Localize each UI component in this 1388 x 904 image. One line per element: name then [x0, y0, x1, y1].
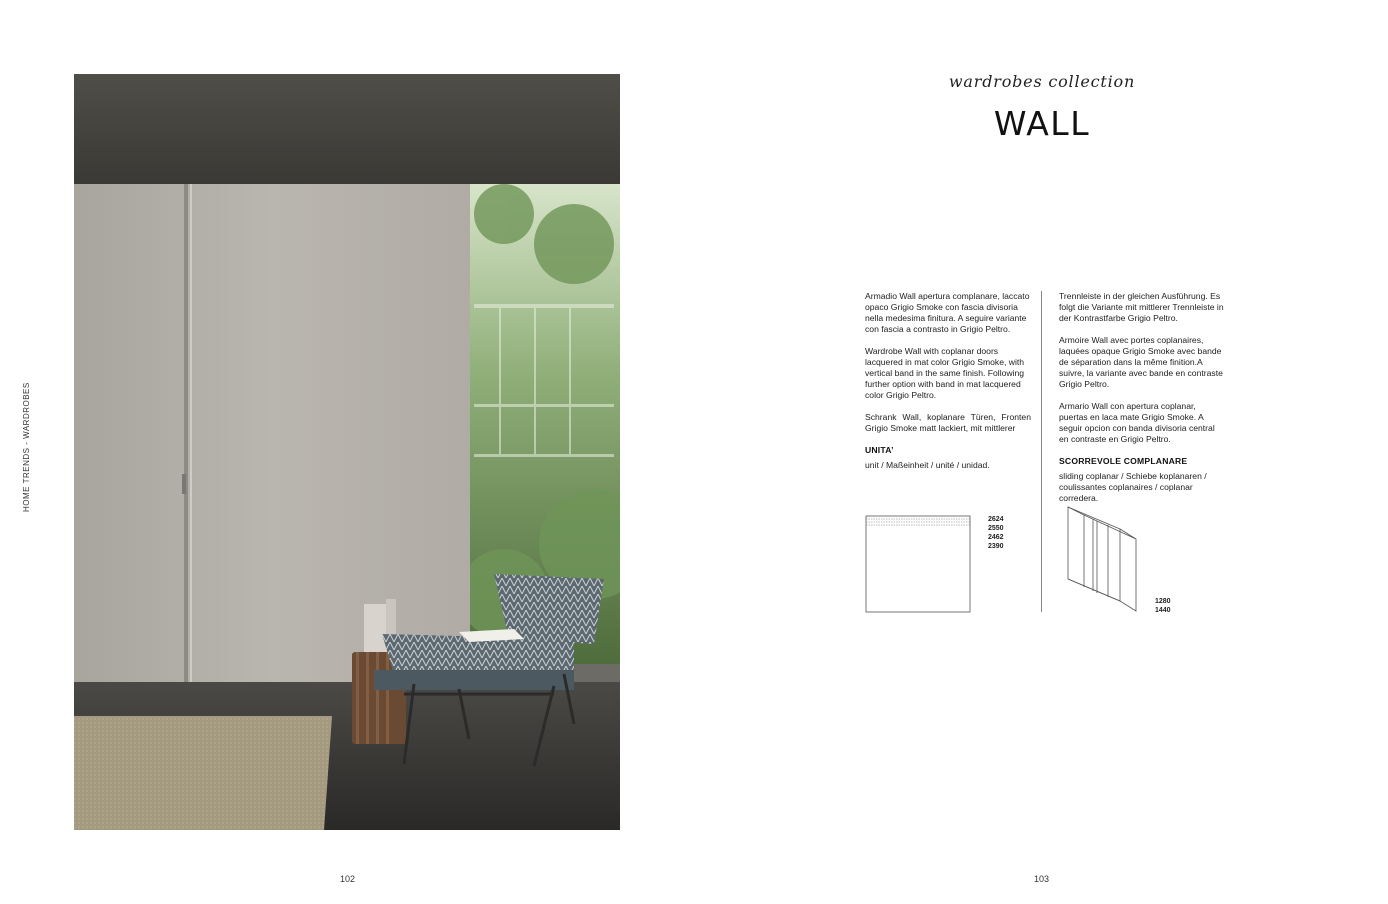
description-italian: Armadio Wall apertura complanare, laccato opaco Grigio Smoke con fascia divisoria nella medesima finitura. A seguire variante con fascia a contrasto in Grigio Peltro.: [865, 291, 1030, 334]
sliding-dimension: 1440: [1155, 607, 1171, 614]
page-number-left: 102: [340, 874, 356, 884]
description-column-2: [1059, 291, 1225, 515]
unit-spec-heading: UNITA’: [865, 445, 894, 455]
product-title: WALL: [993, 104, 1091, 143]
collection-subtitle: wardrobes collection: [948, 72, 1136, 91]
sliding-spec-heading: SCORREVOLE COMPLANARE: [1059, 456, 1188, 466]
unit-dimension: 2550: [988, 525, 1004, 532]
unit-spec-subtext: unit / Maßeinheit / unité / unidad.: [865, 460, 990, 470]
page-number-right: 103: [1034, 874, 1050, 884]
unit-dimension: 2390: [988, 543, 1004, 550]
unit-dimension: 2462: [988, 534, 1004, 541]
sliding-spec: [1059, 456, 1225, 504]
sliding-spec-subtext: sliding coplanar / Schiebe koplanaren / coulissantes coplanaires / coplanar corredera.: [1059, 471, 1207, 503]
sliding-wardrobe-diagram: [1064, 505, 1144, 617]
unit-spec: [865, 445, 1031, 471]
description-spanish: Armario Wall con apertura coplanar, puertas en laca mate Grigio Smoke. A seguir opcion con banda divisoria central en contraste en Grigio Peltro.: [1059, 401, 1215, 444]
side-section-label: HOME TRENDS - WARDROBES: [22, 382, 31, 512]
unit-dimension: 2624: [988, 516, 1004, 523]
unit-dimensions: [988, 515, 1004, 551]
description-english: Wardrobe Wall with coplanar doors lacquered in mat color Grigio Smoke, with vertical band in the same finish. Following further option with band in mat lacquered color Grigio Peltro.: [865, 346, 1025, 400]
description-column-1: [865, 291, 1031, 482]
description-german-start: Schrank Wall, koplanare Türen, Fronten Grigio Smoke matt lackiert, mit mittlerer: [865, 412, 1031, 433]
description-french: Armoire Wall avec portes coplanaires, laquées opaque Grigio Smoke avec bande de séparation dans la même finition.A suivre, la variante avec bande en contraste Grigio Peltro.: [1059, 335, 1223, 389]
column-divider: [1041, 291, 1042, 612]
description-german-cont: Trennleiste in der gleichen Ausführung. Es folgt die Variante mit mittlerer Trennleiste in der Kontrastfarbe Grigio Peltro.: [1059, 291, 1224, 323]
unit-front-diagram: [864, 512, 974, 614]
sliding-dimensions: [1155, 597, 1171, 615]
sliding-dimension: 1280: [1155, 598, 1171, 605]
wardrobe-photo: [74, 74, 620, 830]
